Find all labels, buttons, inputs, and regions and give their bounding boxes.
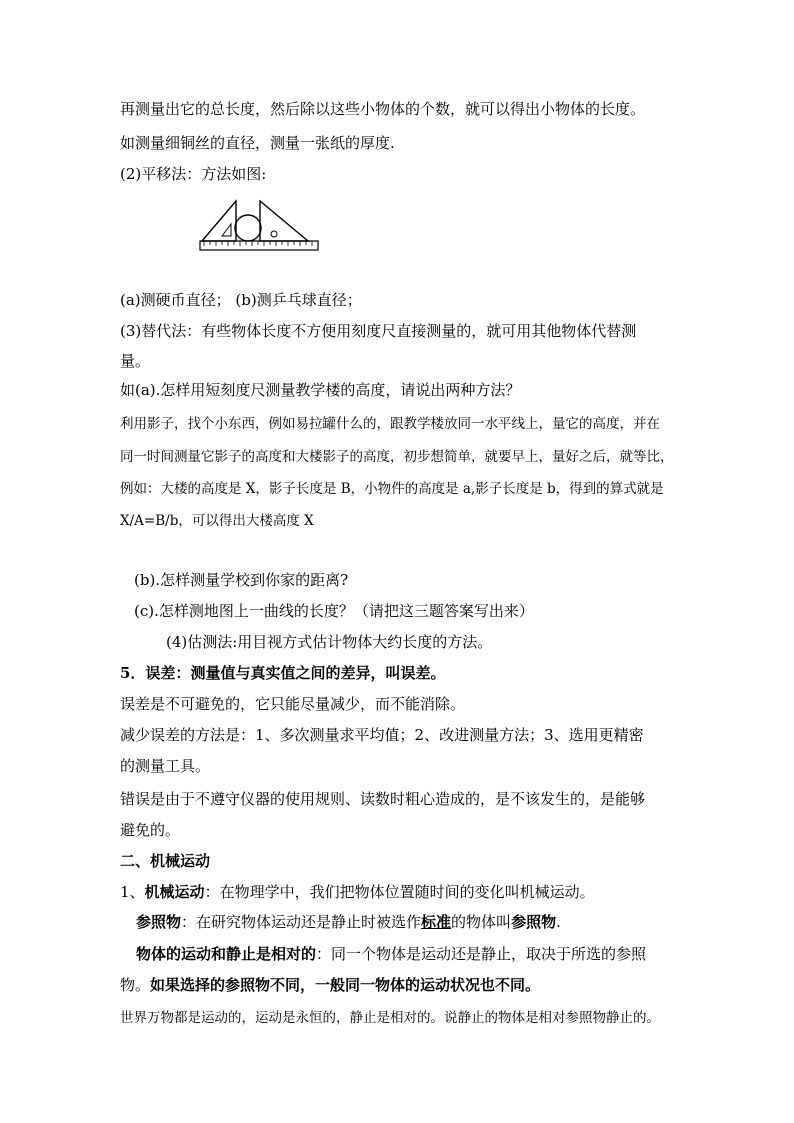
term-reference-object: 参照物 xyxy=(136,913,182,931)
term-standard: 标准 xyxy=(421,913,452,931)
text-line-5: (3)替代法：有些物体长度不方便用刻度尺直接测量的，就可用其他物体代替测 xyxy=(120,322,637,340)
text-line-16: 误差是不可避免的，它只能尽量减少，而不能消除。 xyxy=(120,695,466,713)
text-line-1: 再测量出它的总长度，然后除以这些小物体的个数，就可以得出小物体的长度。 xyxy=(120,100,646,118)
text-line-11: X/A=B/b，可以得出大楼高度 X xyxy=(120,513,314,529)
text-line-6: 量。 xyxy=(120,352,151,370)
text-line-3: (2)平移法：方法如图: xyxy=(120,165,267,183)
text-line-2: 如测量细铜丝的直径，测量一张纸的厚度. xyxy=(120,134,395,152)
text-line-12: (b).怎样测量学校到你家的距离? xyxy=(134,571,349,589)
text-line-22 xyxy=(120,882,595,902)
item-number: 1、 xyxy=(120,883,145,901)
error-definition: 测量值与真实值之间的差异，叫误差。 xyxy=(190,664,446,682)
text-line-26: 世界万物都是运动的，运动是永恒的，静止是相对的。说静止的物体是相对参照物静止的。 xyxy=(120,1010,660,1026)
text-line-9: 同一时间测量它影子的高度和大楼影子的高度，初步想简单，就要早上，量好之后，就等比， xyxy=(120,449,674,465)
relativity-conclusion: 如果选择的参照物不同，一般同一物体的运动状况也不同。 xyxy=(150,976,541,994)
definition-part-1: ：在研究物体运动还是静止时被选作 xyxy=(181,913,422,931)
text-line-10: 例如：大楼的高度是 X，影子长度是 B，小物件的高度是 a,影子长度是 b，得到的算式就是 xyxy=(120,481,664,497)
text-line-25 xyxy=(120,975,540,995)
definition-part-2: 的物体叫 xyxy=(451,913,512,931)
period: . xyxy=(556,913,561,931)
text-line-4: (a)测硬币直径； (b)测乒乓球直径； xyxy=(120,291,362,309)
text-line-24 xyxy=(136,944,646,964)
section-heading-mechanical-motion: 二、机械运动 xyxy=(120,852,211,870)
term-reference-object-2: 参照物 xyxy=(511,913,557,931)
text-line-15 xyxy=(120,663,445,683)
definition-mechanical-motion: ：在物理学中，我们把物体位置随时间的变化叫机械运动。 xyxy=(204,883,595,901)
text-line-23 xyxy=(136,912,561,932)
term-mechanical-motion: 机械运动 xyxy=(144,883,205,901)
relativity-explanation: ：同一个物体是运动还是静止，取决于所选的参照 xyxy=(316,945,647,963)
translation-method-figure xyxy=(196,198,326,256)
text-line-18: 的测量工具。 xyxy=(120,757,211,775)
text-line-13: (c).怎样测地图上一曲线的长度？（请把这三题答案写出来） xyxy=(134,602,534,620)
text-line-7: 如(a).怎样用短刻度尺测量教学楼的高度，请说出两种方法？ xyxy=(120,381,521,399)
text-line-17: 减少误差的方法是：1、多次测量求平均值；2、改进测量方法；3、选用更精密 xyxy=(120,726,644,744)
line-25-start: 物。 xyxy=(120,976,151,994)
error-heading: 5．误差： xyxy=(120,664,191,682)
text-line-19: 错误是由于不遵守仪器的使用规则、读数时粗心造成的，是不该发生的，是能够 xyxy=(120,790,646,808)
text-line-20: 避免的。 xyxy=(120,821,181,839)
text-line-14: (4)估测法:用目视方式估计物体大约长度的方法。 xyxy=(166,633,493,651)
relativity-statement: 物体的运动和静止是相对的 xyxy=(136,945,317,963)
text-line-8: 利用影子，找个小东西，例如易拉罐什么的，跟教学楼放同一水平线上，量它的高度，并在 xyxy=(120,416,660,432)
